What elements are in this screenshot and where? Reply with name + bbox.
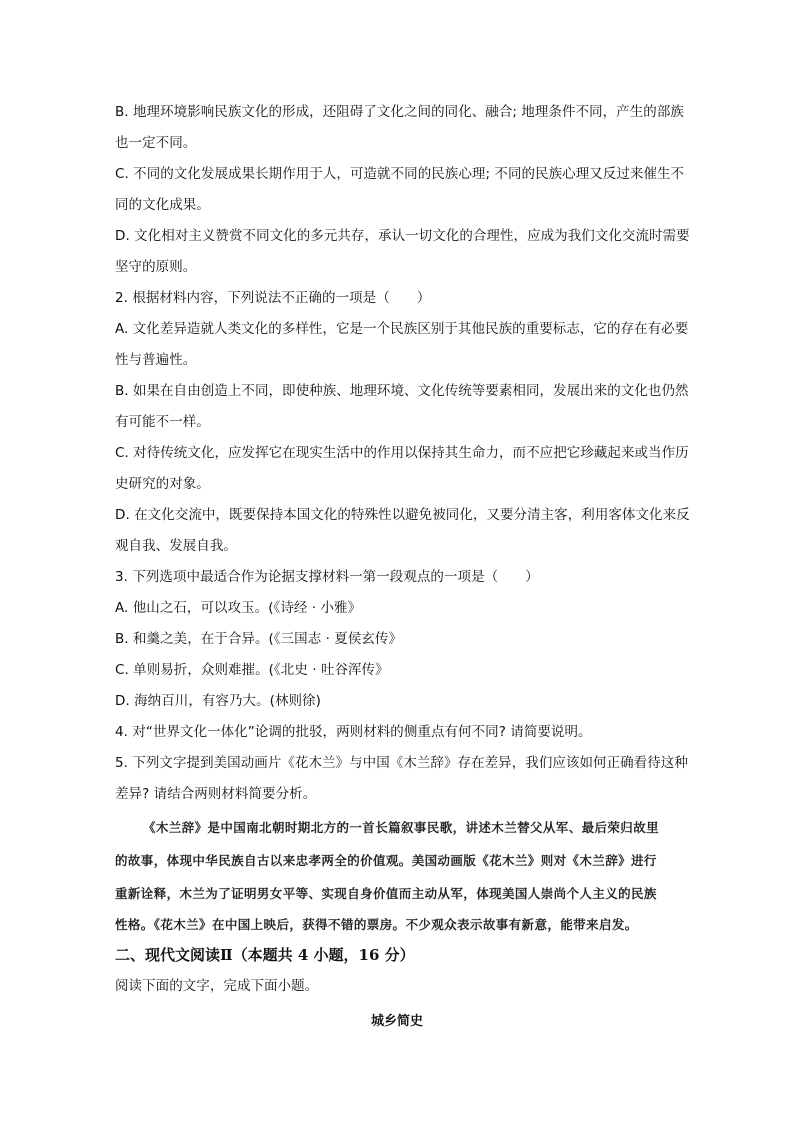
q2-option-c-line1: C. 对待传统文化，应发挥它在现实生活中的作用以保持其生命力，而不应把它珍藏起来或当作历 — [115, 445, 689, 461]
question-5-stem-line2: 差异? 请结合两则材料简要分析。 — [115, 786, 317, 802]
q2-option-a-line2: 性与普遍性。 — [115, 352, 197, 368]
option-b-text-line2: 也一定不同。 — [115, 135, 197, 151]
passage-line1: 《木兰辞》是中国南北朝时期北方的一首长篇叙事民歌，讲述木兰替父从军、最后荣归故里 — [143, 820, 660, 835]
passage-line4: 性格。《花木兰》在中国上映后，获得不错的票房。不少观众表示故事有新意，能带来启发。 — [115, 917, 638, 932]
question-2-stem: 2. 根据材料内容，下列说法不正确的一项是（ ） — [115, 290, 431, 306]
option-d-text-line1: D. 文化相对主义赞赏不同文化的多元共存，承认一切文化的合理性，应成为我们文化交流时需要 — [115, 228, 690, 244]
reading-instruction: 阅读下面的文字，完成下面小题。 — [115, 978, 319, 994]
passage-line2: 的故事，体现中华民族自古以来忠孝两全的价值观。美国动画版《花木兰》则对《木兰辞》进行 — [115, 853, 657, 868]
section-heading: 二、现代文阅读Ⅱ（本题共 4 小题，16 分） — [115, 946, 415, 964]
q2-option-d-line1: D. 在文化交流中，既要保持本国文化的特殊性以避免被同化，又要分清主客，利用客体文化来反 — [115, 507, 690, 523]
q3-option-d: D. 海纳百川，有容乃大。(林则徐) — [115, 693, 321, 709]
q3-option-a: A. 他山之石，可以攻玉。(《诗经 · 小雅》 — [115, 600, 362, 616]
question-5-stem-line1: 5. 下列文字提到美国动画片《花木兰》与中国《木兰辞》存在差异，我们应该如何正确看待这种 — [115, 755, 688, 771]
q2-option-b-line2: 有可能不一样。 — [115, 414, 210, 430]
option-d-text-line2: 坚守的原则。 — [115, 259, 197, 275]
question-3-stem: 3. 下列选项中最适合作为论据支撑材料一第一段观点的一项是（ ） — [115, 569, 539, 585]
q2-option-a-line1: A. 文化差异造就人类文化的多样性，它是一个民族区别于其他民族的重要标志，它的存在有必要 — [115, 321, 689, 337]
q3-option-b: B. 和羹之美，在于合异。(《三国志 · 夏侯玄传》 — [115, 631, 403, 647]
q2-option-d-line2: 观自我、发展自我。 — [115, 538, 237, 554]
option-b-text-line1: B. 地理环境影响民族文化的形成，还阻碍了文化之间的同化、融合; 地理条件不同，产生的部族 — [115, 104, 684, 120]
q2-option-c-line2: 史研究的对象。 — [115, 476, 210, 492]
passage-line3: 重新诠释，木兰为了证明男女平等、实现自身价值而主动从军，体现美国人崇尚个人主义的民族 — [115, 886, 657, 901]
q2-option-b-line1: B. 如果在自由创造上不同，即使种族、地理环境、文化传统等要素相同，发展出来的文化也仍然 — [115, 383, 689, 399]
question-4-stem: 4. 对“世界文化一体化”论调的批驳，两则材料的侧重点有何不同? 请简要说明。 — [115, 724, 592, 740]
q3-option-c: C. 单则易折，众则难摧。(《北史 · 吐谷浑传》 — [115, 662, 389, 678]
option-c-text-line1: C. 不同的文化发展成果长期作用于人，可造就不同的民族心理; 不同的民族心理又反过来催生不 — [115, 166, 685, 182]
option-c-text-line2: 同的文化成果。 — [115, 197, 210, 213]
article-title: 城乡简史 — [370, 1014, 423, 1029]
